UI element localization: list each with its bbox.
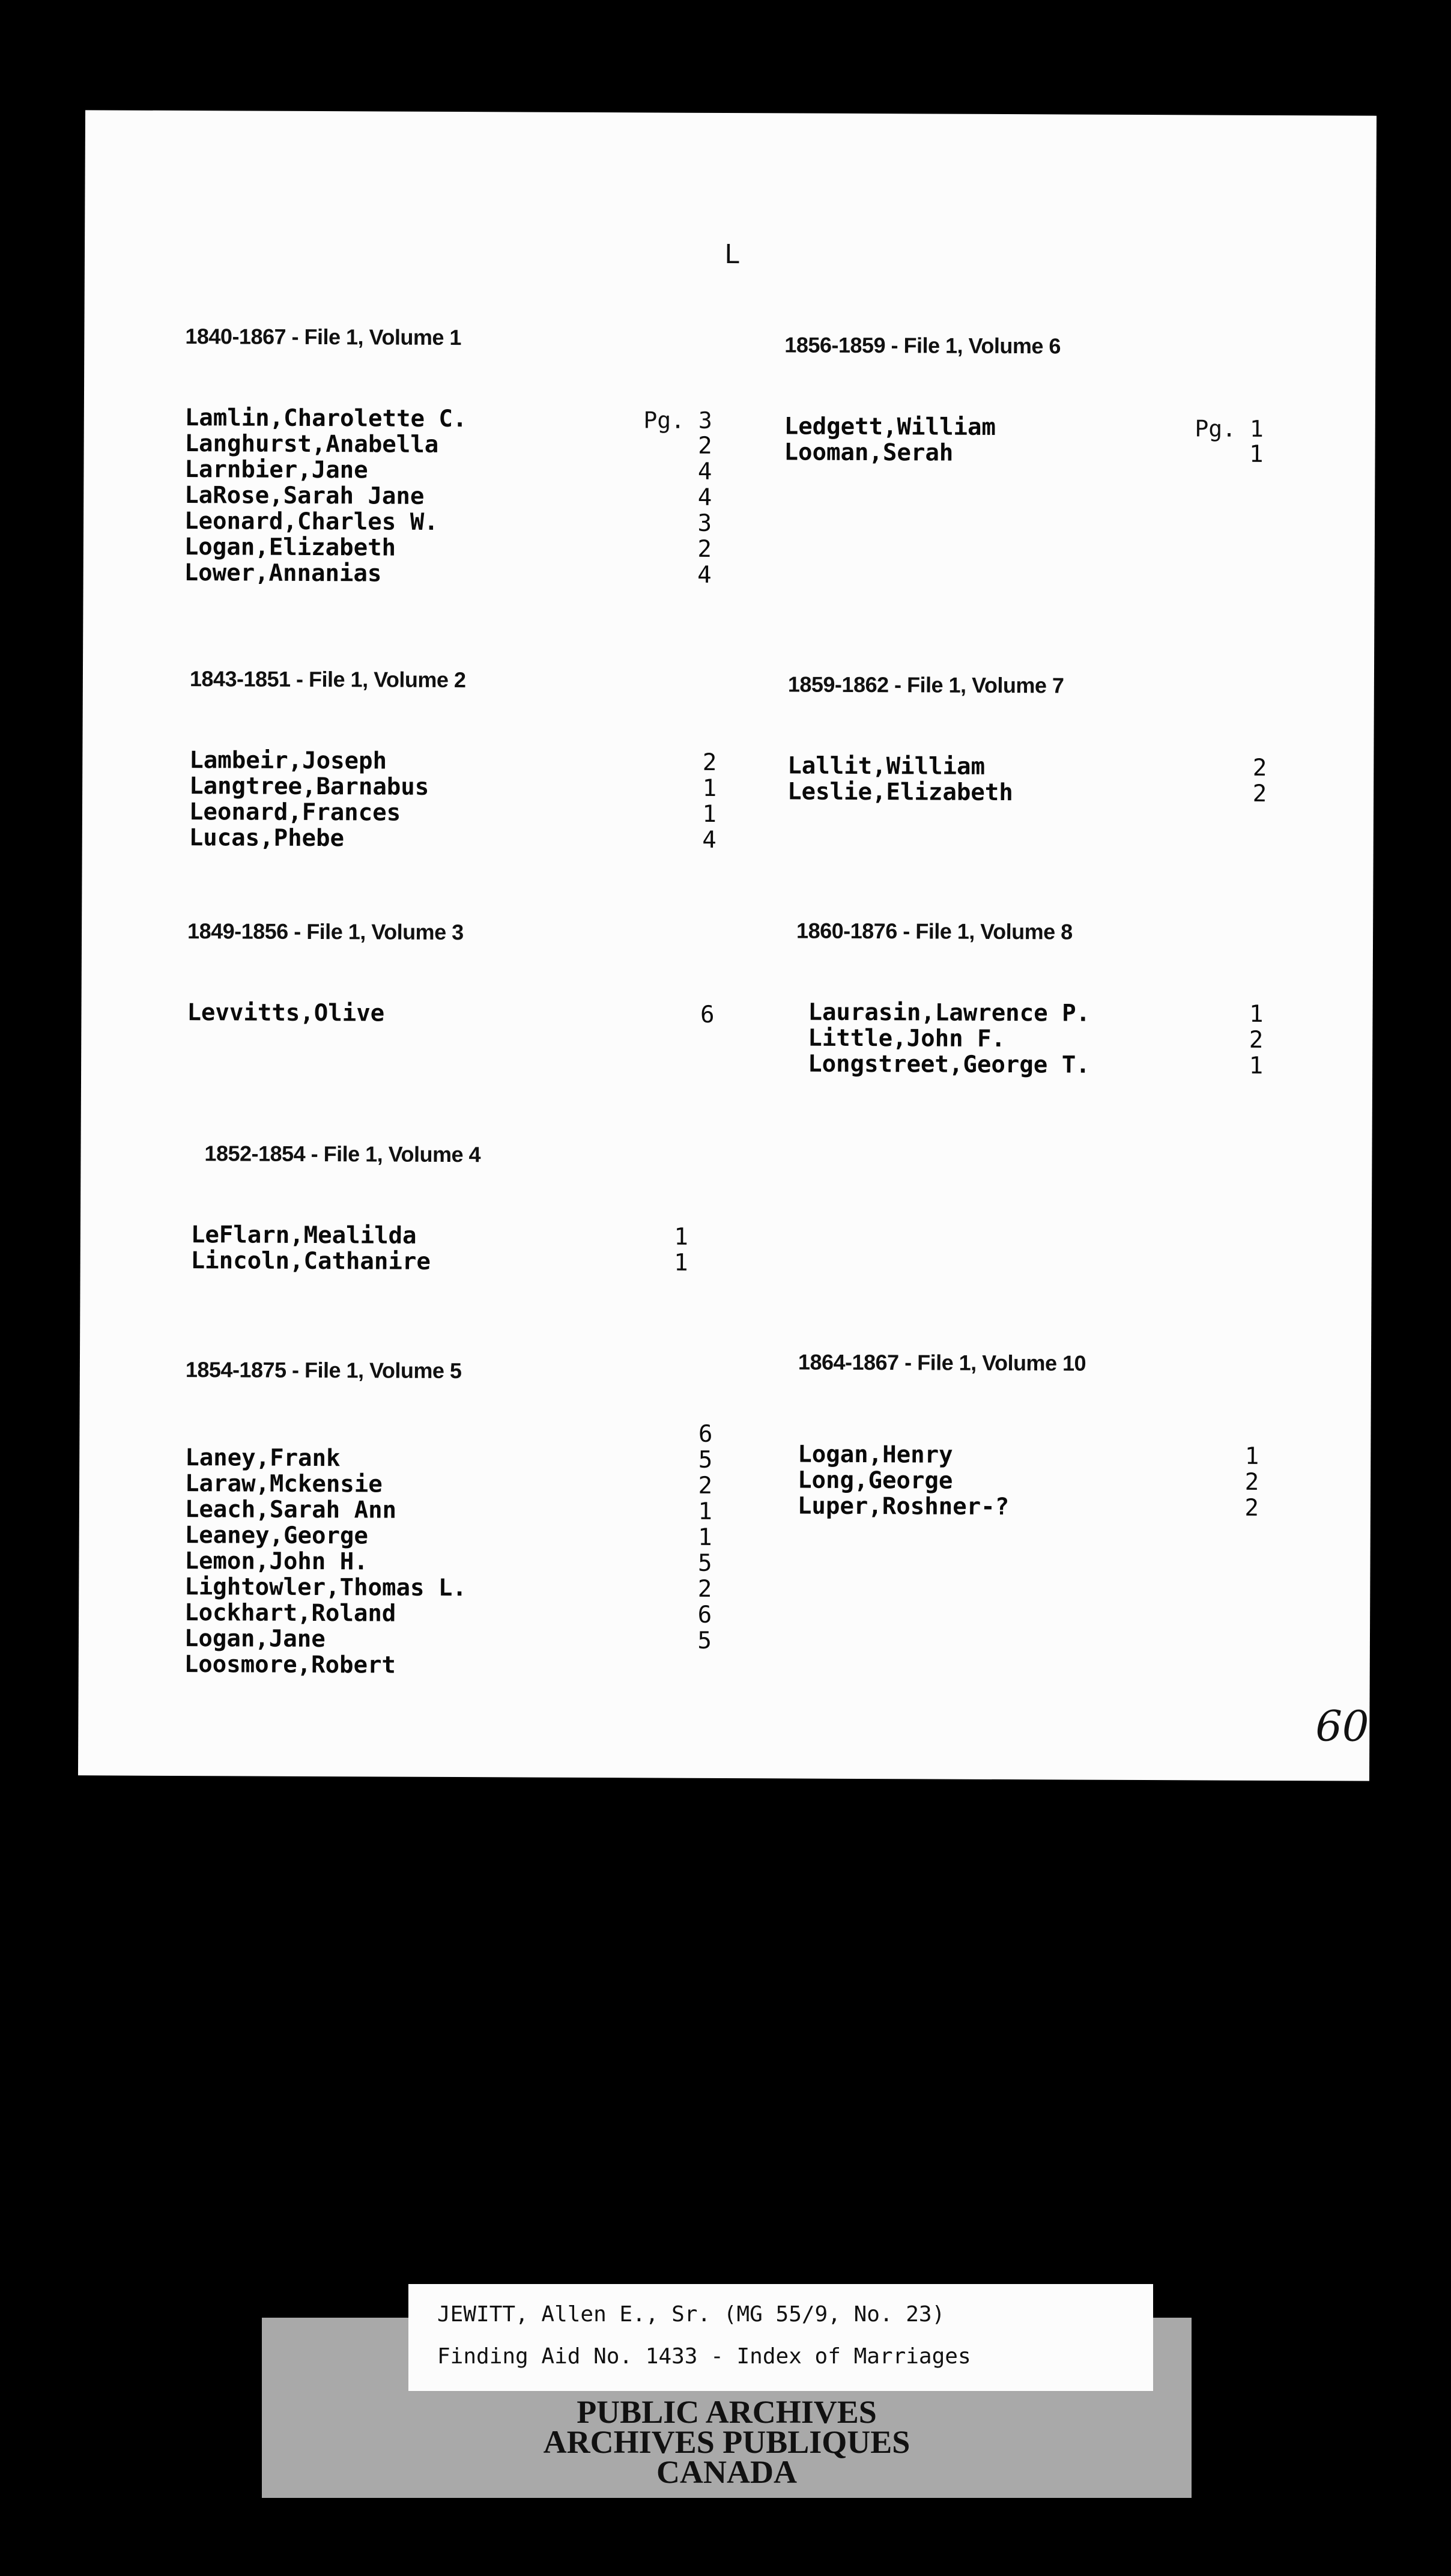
list-item <box>798 1467 1272 1495</box>
entry-page: 5 <box>697 1549 712 1577</box>
entry-page: 2 <box>698 1472 713 1499</box>
entry-list <box>191 1221 701 1275</box>
entry-name: LaRose,Sarah Jane <box>184 482 425 510</box>
entry-page: 1 <box>698 1523 712 1551</box>
entry-name: Long,George <box>798 1466 953 1495</box>
entry-page: 1 <box>698 1498 712 1525</box>
section-volume-5 <box>184 1357 726 1679</box>
list-item <box>185 404 726 433</box>
finding-aid-label <box>408 2284 1153 2391</box>
entry-name: Loosmore,Robert <box>184 1651 396 1679</box>
entry-page: 2 <box>1244 1468 1259 1496</box>
entry-name: Lincoln,Cathanire <box>190 1247 431 1275</box>
list-item <box>184 533 725 562</box>
list-item <box>798 1493 1272 1520</box>
section-volume-3 <box>187 919 728 1027</box>
section-title: 1852-1854 - File 1, Volume 4 <box>204 1141 481 1167</box>
list-item <box>189 773 730 801</box>
entry-list <box>798 1441 1273 1520</box>
list-item <box>185 1444 726 1472</box>
entry-name: Logan,Henry <box>798 1441 953 1469</box>
entry-name: Longstreet,George T. <box>808 1050 1090 1079</box>
entry-name: Luper,Roshner-? <box>797 1492 1010 1521</box>
list-item <box>808 999 1276 1027</box>
list-item <box>184 1651 725 1679</box>
label-line-1: JEWITT, Allen E., Sr. (MG 55/9, No. 23) <box>437 2302 945 2327</box>
archives-line-2: ARCHIVES PUBLIQUES <box>543 2424 910 2460</box>
entry-page: 6 <box>697 1601 712 1629</box>
entry-name: Lightowler,Thomas L. <box>184 1573 467 1602</box>
list-item <box>191 1247 701 1275</box>
entry-name: Laraw,Mckensie <box>184 1470 383 1498</box>
list-item <box>798 1441 1272 1469</box>
section-title: 1843-1851 - File 1, Volume 2 <box>189 666 466 693</box>
entry-name: Looman,Serah <box>784 439 954 467</box>
section-volume-8 <box>796 919 1277 1078</box>
list-item <box>184 1599 725 1627</box>
entry-list <box>189 747 730 852</box>
pg-label: Pg. 3 <box>643 407 712 434</box>
entry-page: 5 <box>697 1627 712 1654</box>
list-item <box>808 1025 1276 1053</box>
list-item <box>185 1470 726 1498</box>
section-volume-4 <box>190 1141 745 1277</box>
entry-page: 1 <box>702 774 717 802</box>
entry-name: Leonard,Charles W. <box>184 508 438 536</box>
list-item <box>184 508 725 536</box>
entry-name: Levvitts,Olive <box>187 999 385 1027</box>
list-item <box>184 559 725 588</box>
list-item <box>184 1573 725 1602</box>
entry-name: Leonard,Frances <box>189 798 401 827</box>
list-item <box>185 1418 726 1447</box>
label-line-2: Finding Aid No. 1433 - Index of Marriages <box>437 2344 971 2369</box>
entry-page: 1 <box>702 800 717 828</box>
entry-name: Lemon,John H. <box>184 1548 368 1576</box>
entry-page: 6 <box>700 1001 715 1028</box>
section-title: 1854-1875 - File 1, Volume 5 <box>185 1357 462 1384</box>
page-number: 60 <box>1315 1701 1369 1751</box>
entry-page: 2 <box>1252 780 1267 807</box>
entry-name: Leslie,Elizabeth <box>787 778 1013 807</box>
entry-page: 3 <box>697 509 712 537</box>
entry-page: 2 <box>698 432 712 460</box>
entry-page: 4 <box>697 484 712 511</box>
entry-list <box>184 1418 726 1679</box>
entry-list <box>187 999 727 1027</box>
entry-name: Leach,Sarah Ann <box>184 1496 397 1524</box>
list-item <box>185 1496 726 1524</box>
document-page <box>78 110 1377 1781</box>
list-item <box>184 1548 725 1576</box>
entry-page: 2 <box>1252 754 1267 782</box>
section-volume-7 <box>787 672 1280 806</box>
list-item <box>787 778 1280 806</box>
entry-page: 4 <box>702 826 716 854</box>
list-item <box>185 1522 726 1550</box>
entry-page: 5 <box>698 1446 713 1474</box>
archives-stamp <box>262 2394 1192 2490</box>
list-item <box>189 798 730 827</box>
entry-page: 1 <box>1249 440 1264 468</box>
entry-page: 6 <box>698 1420 713 1448</box>
list-item <box>189 824 730 852</box>
entry-name: Laney,Frank <box>185 1444 341 1472</box>
list-item <box>184 1625 725 1653</box>
entry-list <box>184 404 726 588</box>
entry-name: Langtree,Barnabus <box>189 773 429 801</box>
entry-list <box>784 413 1276 467</box>
entry-name: Little,John F. <box>808 1024 1006 1053</box>
entry-page: 2 <box>702 749 717 776</box>
entry-page: 1 <box>674 1249 688 1277</box>
entry-page: 1 <box>1244 1442 1259 1470</box>
entry-page: 2 <box>697 1575 712 1603</box>
entry-name: Lallit,William <box>787 752 986 780</box>
section-title: 1856-1859 - File 1, Volume 6 <box>784 332 1061 359</box>
entry-page: 1 <box>1249 1000 1264 1028</box>
section-title: 1849-1856 - File 1, Volume 3 <box>187 919 464 945</box>
list-item <box>787 752 1280 780</box>
entry-name: Lambeir,Joseph <box>189 747 387 775</box>
entry-page: 4 <box>697 561 712 589</box>
entry-name: Leaney,George <box>184 1522 369 1550</box>
entry-name: Logan,Elizabeth <box>184 533 396 562</box>
entry-page: 2 <box>1244 1494 1259 1522</box>
entry-name: Lockhart,Roland <box>184 1599 396 1627</box>
entry-page: 4 <box>697 458 712 485</box>
entry-name: Lucas,Phebe <box>189 824 345 852</box>
list-item <box>184 482 725 510</box>
list-item <box>187 999 727 1027</box>
entry-page: 2 <box>1249 1026 1264 1054</box>
entry-name: Ledgett,William <box>784 413 996 441</box>
entry-list <box>808 999 1277 1078</box>
section-volume-6 <box>784 332 1277 467</box>
entry-name: Lower,Annanias <box>184 559 382 588</box>
index-letter: L <box>724 238 741 270</box>
entry-name: LeFlarn,Mealilda <box>190 1221 417 1250</box>
pg-label: Pg. 1 <box>1195 415 1264 442</box>
archives-line-3: CANADA <box>656 2454 797 2490</box>
section-title: 1864-1867 - File 1, Volume 10 <box>798 1349 1086 1376</box>
list-item <box>784 413 1277 441</box>
section-title: 1840-1867 - File 1, Volume 1 <box>185 324 462 350</box>
list-item <box>185 430 726 458</box>
entry-name: Langhurst,Anabella <box>184 430 439 458</box>
section-volume-2 <box>189 666 730 852</box>
entry-page: 2 <box>697 535 712 563</box>
list-item <box>184 456 725 484</box>
entry-page: 1 <box>674 1223 688 1251</box>
entry-list <box>787 752 1280 806</box>
entry-name: Lamlin,Charolette C. <box>184 404 467 433</box>
section-title: 1859-1862 - File 1, Volume 7 <box>787 672 1064 698</box>
entry-page: 1 <box>1249 1052 1264 1080</box>
section-volume-1 <box>184 324 726 588</box>
section-title: 1860-1876 - File 1, Volume 8 <box>796 918 1073 944</box>
archives-line-1: PUBLIC ARCHIVES <box>577 2394 877 2430</box>
entry-name: Logan,Jane <box>184 1625 326 1653</box>
entry-name: Laurasin,Lawrence P. <box>808 998 1091 1027</box>
section-volume-10 <box>798 1350 1273 1520</box>
list-item <box>191 1221 701 1250</box>
list-item <box>189 747 730 775</box>
list-item <box>784 439 1276 467</box>
entry-name: Larnbier,Jane <box>184 456 368 484</box>
list-item <box>808 1051 1276 1078</box>
